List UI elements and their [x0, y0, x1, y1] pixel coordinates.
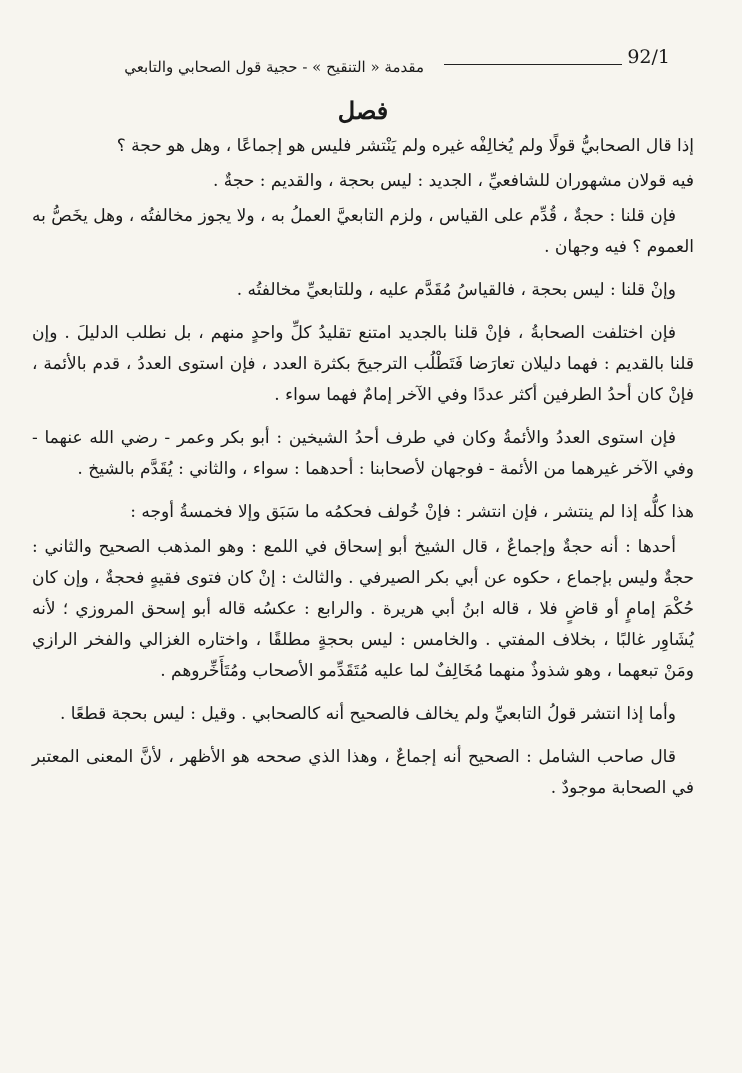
paragraph-10: قال صاحب الشامل : الصحيح أنه إجماعٌ ، وهذا الذي صححه هو الأظهر ، لأنَّ المعنى المعتبر في الصحابة موجودٌ .: [32, 747, 694, 798]
paragraph-2: فيه قولان مشهوران للشافعيِّ ، الجديد : ليس بحجة ، والقديم : حجةٌ .: [212, 171, 694, 191]
paragraph-3: فإن قلنا : حجةٌ ، قُدِّم على القياس ، ولزم التابعيَّ العملُ به ، ولا يجوز مخالفتُه ، وهل يخَصُّ به العموم ؟ فيه وجهان .: [32, 206, 694, 257]
body-text: [32, 131, 694, 804]
paragraph-8: أحدها : أنه حجةٌ وإجماعٌ ، قال الشيخ أبو إسحاق في اللمع : وهو المذهب الصحيح والثاني : حجةٌ وليس بإجماع ، حكوه عن أبي بكر الصيرفي . والثالث : إنْ كان فتوى فقيهٍ فحجةٌ ، وإن كان حُكْمَ إمامٍ أو قاضٍ فلا ، قاله ابنُ أبي هريرة . والرابع : عكسُه قاله أبو إسحق المروزي ؛ لأنه يُشَاوِر غالبًا ، بخلاف المفتي . والخامس : ليس بحجةٍ مطلقًا ، واختاره الغزالي والفخر الرازي ومَنْ تبعهما ، وهو شذوذٌ منهما مُخَالِفٌ لما عليه مُتَقَدِّمو الأصحاب ومُتَأَخِّروهم .: [32, 537, 694, 681]
paragraph-4: وإنْ قلنا : ليس بحجة ، فالقياسُ مُقَدَّم عليه ، وللتابعيِّ مخالفتُه .: [236, 280, 676, 300]
section-heading: فصل: [337, 96, 389, 125]
running-header: [32, 38, 694, 80]
running-title: مقدمة « التنقيح » - حجية قول الصحابي والتابعي: [124, 58, 424, 76]
page-number: 92/1: [627, 46, 670, 68]
paragraph-9: وأما إذا انتشر قولُ التابعيِّ ولم يخالف فالصحيح أنه كالصحابي . وقيل : ليس بحجة قطعًا .: [60, 704, 676, 724]
paragraph-1: إذا قال الصحابيُّ قولًا ولم يُخالِفْه غيره ولم يَنْتشر فليس هو إجماعًا ، وهل هو حجة ؟: [116, 136, 694, 156]
paragraph-6: فإن استوى العددُ والأئمةُ وكان في طرف أحدُ الشيخين : أبو بكر وعمر - رضي الله عنهما - وفي الآخر غيرهما من الأئمة - فوجهان لأصحابنا : أحدهما : سواء ، والثاني : يُقَدَّم بالشيخ .: [32, 428, 694, 479]
header-rule: [444, 64, 622, 65]
paragraph-7: هذا كلُّه إذا لم ينتشر ، فإن انتشر : فإنْ خُولف فحكمُه ما سَبَق وإلا فخمسةُ أوجه :: [130, 502, 694, 522]
paragraph-5: فإن اختلفت الصحابةُ ، فإنْ قلنا بالجديد امتنع تقليدُ كلِّ واحدٍ منهم ، بل نطلب الدليلَ . وإن قلنا بالقديم : فهما دليلان تعارَضا فَتَطْلُب الترجيحَ بكثرة العدد ، فإن استوى العددُ ، قدم بالأئمة ، فإنْ كان أحدُ الطرفين أكثر عددًا وفي الآخر إمامٌ فهما سواء .: [32, 323, 694, 405]
